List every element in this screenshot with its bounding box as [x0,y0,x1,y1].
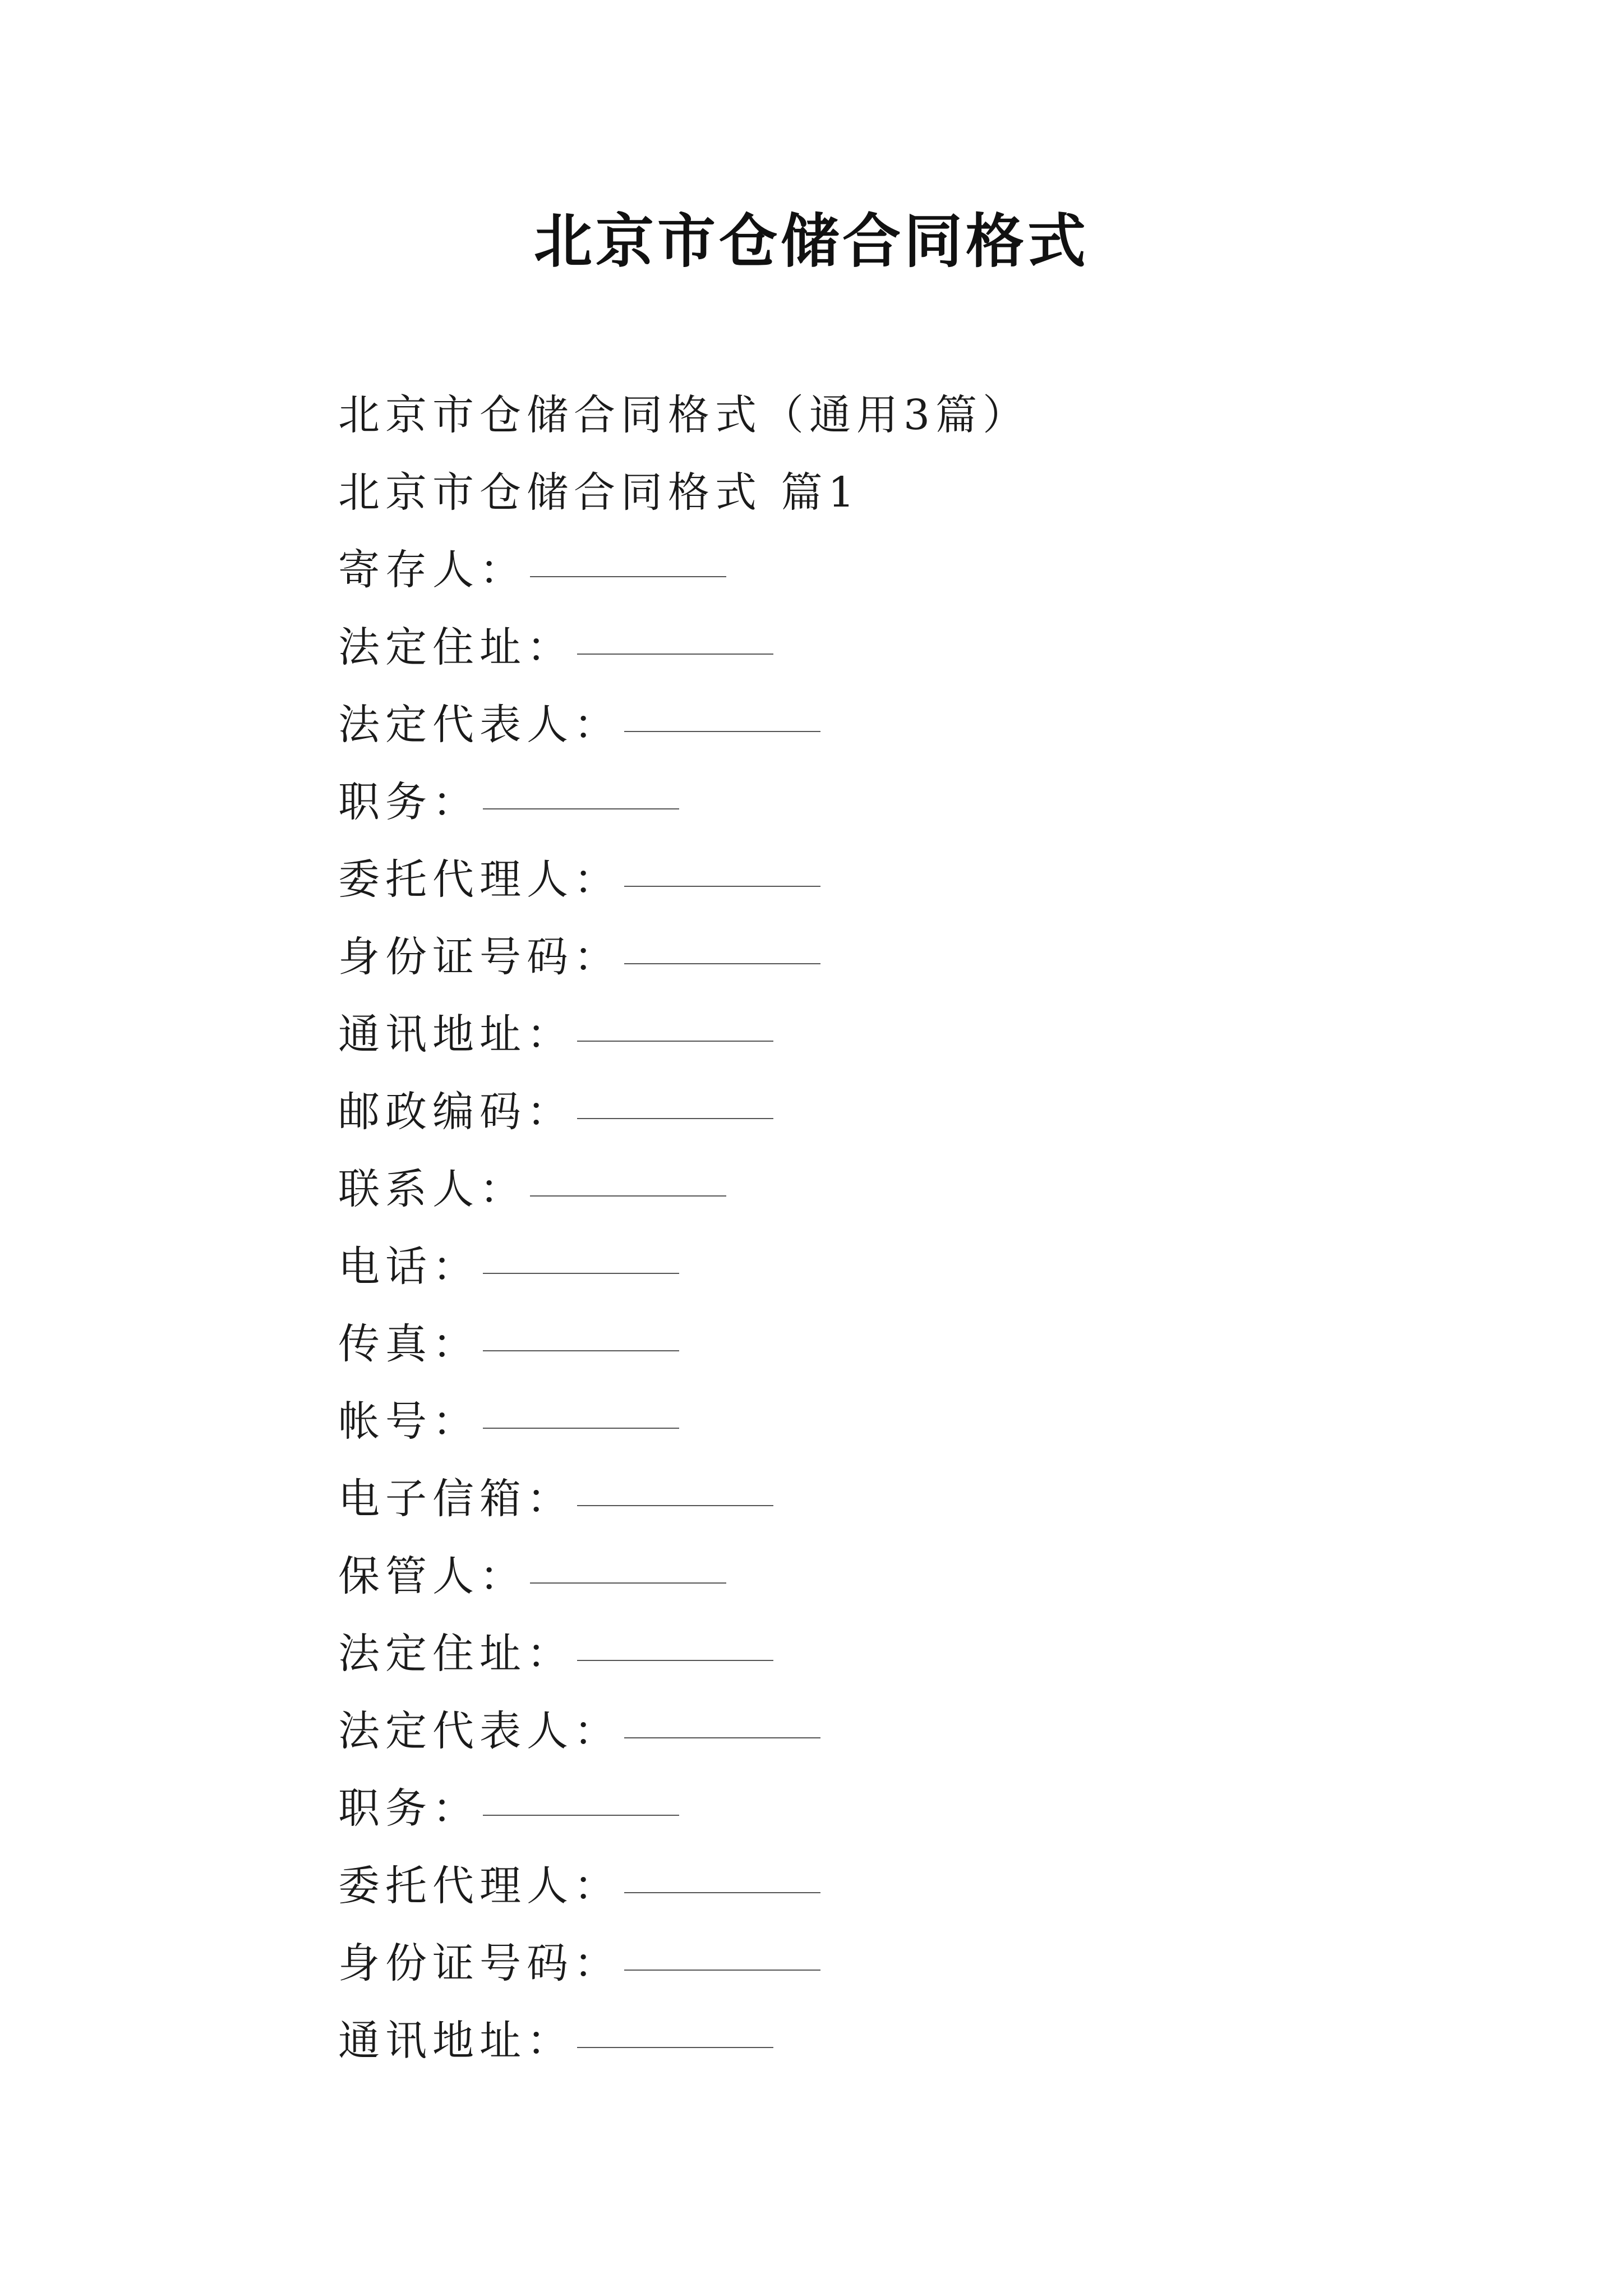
custodian-legal-representative-field [338,1700,820,1762]
custodian-mailing-address-blank[interactable] [577,2010,773,2048]
depositor-contact-person-label: 联系人： [338,1165,527,1213]
depositor-authorized-agent-field [338,849,820,910]
depositor-authorized-agent-blank[interactable] [624,849,820,887]
depositor-legal-address-label: 法定住址： [338,623,574,671]
custodian-position-field [338,1778,679,1839]
custodian-legal-representative-label: 法定代表人： [338,1707,621,1755]
depositor-phone-blank[interactable] [483,1236,679,1274]
depositor-position-blank[interactable] [483,771,679,809]
depositor-mailing-address-label: 通讯地址： [338,1010,574,1059]
depositor-id-number-blank[interactable] [624,926,820,964]
depositor-account-number-field [338,1391,679,1452]
custodian-id-number-label: 身份证号码： [338,1939,621,1987]
depositor-legal-representative-label: 法定代表人： [338,701,621,749]
custodian-id-number-field [338,1932,820,1994]
depositor-party-label: 寄存人： [338,546,527,594]
custodian-party-field [338,1545,726,1607]
depositor-postal-code-field [338,1081,773,1143]
depositor-contact-person-blank[interactable] [530,1158,726,1197]
custodian-party-blank[interactable] [530,1545,726,1584]
depositor-authorized-agent-label: 委托代理人： [338,855,621,904]
depositor-contact-person-field [338,1158,726,1220]
custodian-legal-address-blank[interactable] [577,1623,773,1661]
custodian-authorized-agent-label: 委托代理人： [338,1862,621,1910]
custodian-position-blank[interactable] [483,1778,679,1816]
depositor-legal-address-field [338,616,773,678]
depositor-position-field [338,771,679,833]
section-heading: 北京市仓储合同格式 篇1 [338,468,860,517]
depositor-party-field [338,539,726,601]
depositor-postal-code-blank[interactable] [577,1081,773,1119]
custodian-party-label: 保管人： [338,1552,527,1600]
custodian-id-number-blank[interactable] [624,1932,820,1971]
custodian-legal-representative-blank[interactable] [624,1700,820,1738]
depositor-party-blank[interactable] [530,539,726,577]
depositor-fax-blank[interactable] [483,1313,679,1351]
custodian-legal-address-label: 法定住址： [338,1630,574,1678]
depositor-legal-representative-field [338,694,820,756]
depositor-mailing-address-blank[interactable] [577,1004,773,1042]
depositor-id-number-label: 身份证号码： [338,933,621,981]
depositor-account-number-blank[interactable] [483,1391,679,1429]
depositor-email-field [338,1468,773,1530]
depositor-mailing-address-field [338,1004,773,1065]
depositor-fax-label: 传真： [338,1320,479,1368]
custodian-mailing-address-field [338,2010,773,2072]
document-subtitle: 北京市仓储合同格式（通用3篇） [338,391,1030,439]
depositor-email-blank[interactable] [577,1468,773,1506]
depositor-email-label: 电子信箱： [338,1475,574,1523]
depositor-postal-code-label: 邮政编码： [338,1088,574,1136]
depositor-id-number-field [338,926,820,988]
custodian-position-label: 职务： [338,1784,479,1833]
custodian-authorized-agent-blank[interactable] [624,1855,820,1893]
depositor-position-label: 职务： [338,778,479,826]
custodian-authorized-agent-field [338,1855,820,1917]
depositor-legal-representative-blank[interactable] [624,694,820,732]
depositor-fax-field [338,1313,679,1375]
depositor-account-number-label: 帐号： [338,1397,479,1446]
depositor-legal-address-blank[interactable] [577,616,773,655]
document-title: 北京市仓储合同格式 [533,206,1089,275]
depositor-phone-label: 电话： [338,1243,479,1291]
custodian-mailing-address-label: 通讯地址： [338,2017,574,2065]
custodian-legal-address-field [338,1623,773,1685]
depositor-phone-field [338,1236,679,1297]
